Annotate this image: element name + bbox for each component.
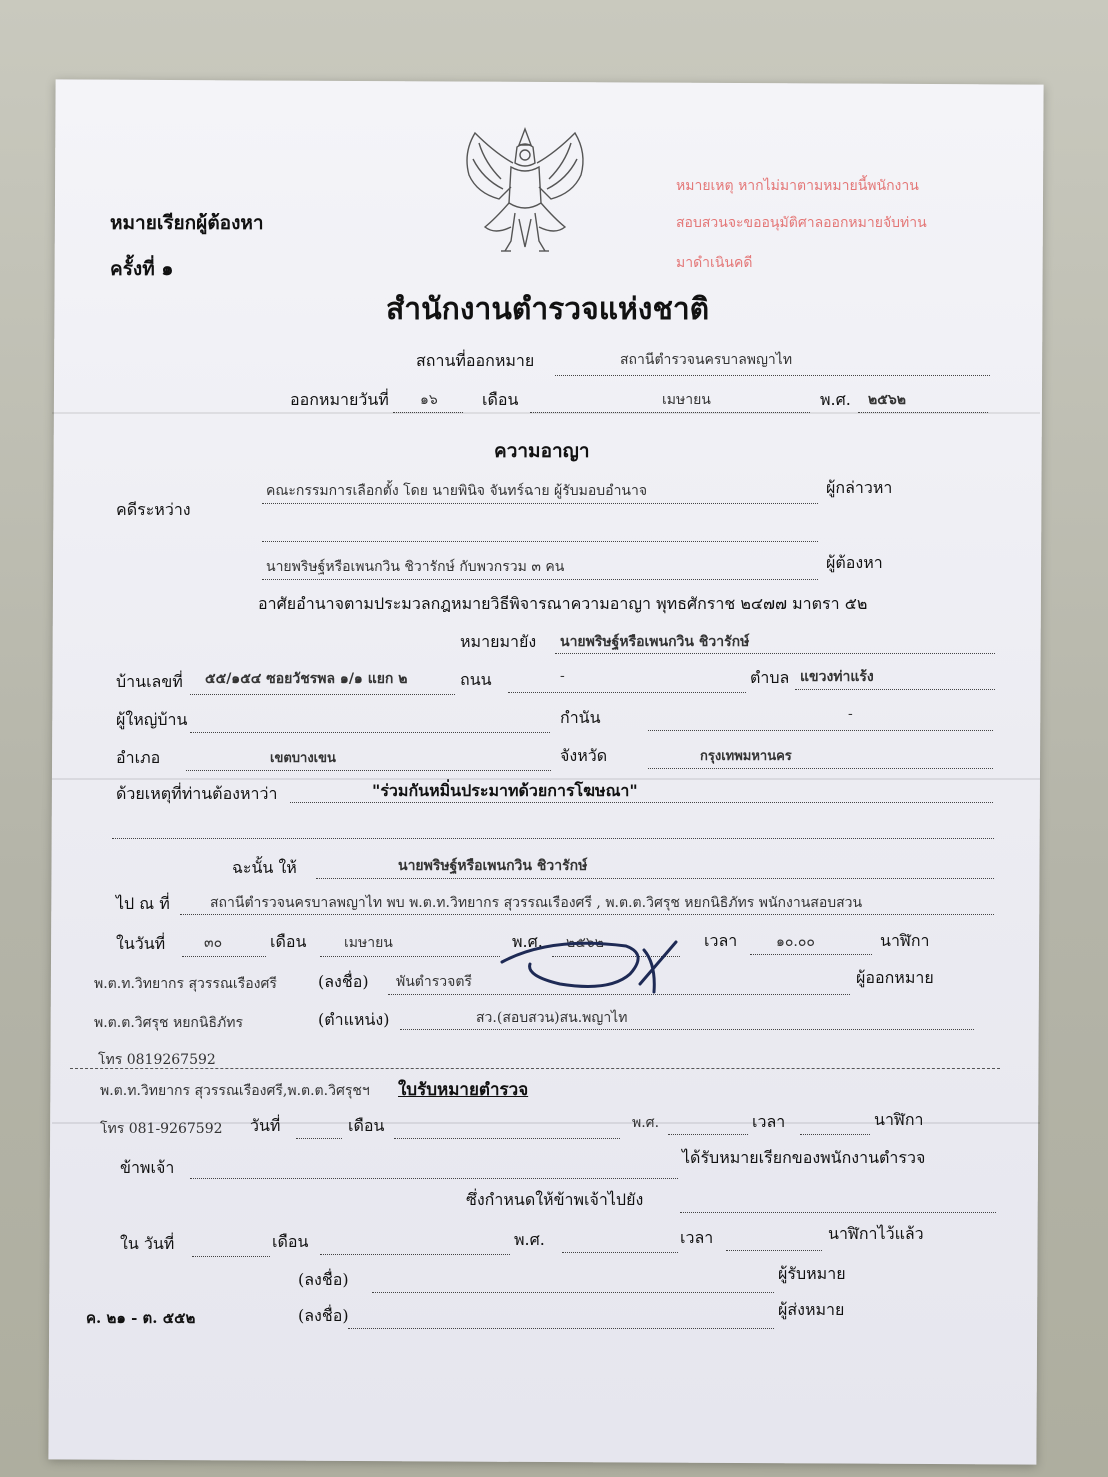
sender-label: ผู้ส่งหมาย: [778, 1300, 845, 1319]
appointment-time-unit: นาฬิกา: [880, 931, 930, 950]
district-label: อำเภอ: [116, 748, 161, 767]
underline: [296, 1138, 342, 1139]
house-label: บ้านเลขที่: [116, 672, 183, 691]
receiver-label: ผู้รับหมาย: [778, 1264, 846, 1283]
issue-day: ๑๖: [420, 392, 438, 408]
receipt-day-label: วันที่: [250, 1116, 281, 1135]
charge-label: ด้วยเหตุที่ท่านต้องหาว่า: [116, 784, 278, 803]
plaintiff-role: ผู้กล่าวหา: [826, 478, 893, 497]
receipt-phone: โทร 081-9267592: [100, 1121, 223, 1137]
underline: [316, 878, 994, 879]
receipt-title: ใบรับหมายตำรวจ: [398, 1080, 529, 1100]
underline: [320, 956, 500, 957]
underline: [555, 375, 990, 376]
receipt-year-label: พ.ศ.: [632, 1115, 660, 1131]
underline: [262, 541, 818, 542]
sender-sign-label: (ลงชื่อ): [298, 1306, 349, 1325]
officer-name: พ.ต.ท.วิทยากร สุวรรณเรืองศรี: [94, 976, 277, 992]
plaintiff-value: คณะกรรมการเลือกตั้ง โดย นายพินิจ จันทร์ฉาย ผู้รับมอบอำนาจ: [266, 483, 648, 499]
appointment-time-label: เวลา: [704, 931, 738, 950]
agency-title: สำนักงานตำรวจแห่งชาติ: [386, 292, 710, 327]
underline: [182, 956, 266, 957]
issuer-label: ผู้ออกหมาย: [856, 968, 934, 987]
receipt-month-label2: เดือน: [272, 1232, 309, 1251]
signature: [490, 940, 720, 1000]
underline: [858, 412, 988, 413]
position-label: (ตำแหน่ง): [318, 1010, 390, 1029]
underline: [192, 1256, 270, 1257]
received-text: ได้รับหมายเรียกของพนักงานตำรวจ: [682, 1148, 926, 1167]
appointment-year-label: พ.ศ.: [512, 932, 543, 951]
time-unit-done: นาฬิกาไว้แล้ว: [828, 1224, 924, 1243]
village-head-label: ผู้ใหญ่บ้าน: [116, 710, 188, 729]
underline: [190, 1178, 678, 1179]
receipt-time-label: เวลา: [752, 1112, 786, 1131]
charge-value: "ร่วมกันหมิ่นประมาทด้วยการโฆษณา": [372, 781, 638, 800]
underline: [562, 1252, 678, 1253]
warning-note: หมายเหตุ หากไม่มาตามหมายนี้พนักงาน: [676, 178, 919, 194]
underline: [648, 730, 993, 731]
underline: [394, 1138, 620, 1139]
underline: [530, 412, 810, 413]
authority-text: อาศัยอำนาจตามประมวลกฎหมายวิธีพิจารณาความอาญา พุทธศักราช ๒๔๗๗ มาตรา ๕๒: [258, 594, 868, 613]
issue-month: เมษายน: [662, 392, 711, 408]
sign-label: (ลงชื่อ): [318, 972, 369, 991]
issue-place-label: สถานที่ออกหมาย: [416, 351, 535, 370]
appointment-month: เมษายน: [344, 935, 393, 951]
therefore-label: ฉะนั้น ให้: [232, 858, 297, 877]
garuda-emblem-icon: [455, 123, 595, 263]
appointment-date-label: ในวันที่: [116, 934, 166, 953]
issue-place-value: สถานีตำรวจนครบาลพญาไท: [620, 352, 793, 368]
appointment-person: นายพริษฐ์หรือเพนกวิน ชิวารักษ์: [398, 858, 588, 874]
signatory-rank: พันตำรวจตรี: [396, 974, 472, 990]
underline: [112, 838, 994, 839]
form-code: ค. ๒๑ - ต. ๕๕๒: [86, 1309, 196, 1327]
underline: [186, 770, 551, 771]
road-value: -: [560, 668, 565, 684]
underline: [800, 1134, 870, 1135]
underline: [393, 412, 463, 413]
warning-note: มาดำเนินคดี: [676, 255, 753, 271]
receipt-year-label2: พ.ศ.: [514, 1230, 545, 1249]
issue-year: ๒๕๖๒: [868, 392, 906, 408]
underline: [290, 802, 993, 803]
to-label: หมายมายัง: [460, 632, 537, 651]
goto-label: ไป ณ ที่: [116, 894, 170, 913]
subdistrict-value: แขวงท่าแร้ง: [800, 669, 874, 685]
issue-date-label: ออกหมายวันที่: [290, 390, 389, 409]
kamnan-value: -: [848, 706, 853, 722]
appointment-year: ๒๕๖๒: [566, 935, 604, 951]
underline: [750, 954, 872, 955]
underline: [726, 1250, 822, 1251]
receipt-time-label2: เวลา: [680, 1228, 714, 1247]
underline: [262, 579, 818, 580]
cut-line: [70, 1068, 1000, 1069]
issue-year-label: พ.ศ.: [820, 390, 851, 409]
round-number: ครั้งที่ ๑: [110, 258, 174, 280]
receipt-officers: พ.ต.ท.วิทยากร สุวรรณเรืองศรี,พ.ต.ต.วิศรุชฯ: [100, 1083, 370, 1099]
underline: [180, 914, 994, 915]
goto-value: สถานีตำรวจนครบาลพญาไท พบ พ.ต.ท.วิทยากร สุวรรณเรืองศรี , พ.ต.ต.วิศรุช หยกนิธิภัทร พนักงานสอบสวน: [210, 895, 863, 911]
appointment-month-label: เดือน: [270, 932, 307, 951]
receiver-sign-label: (ลงชื่อ): [298, 1270, 349, 1289]
underline: [555, 653, 995, 654]
province-label: จังหวัด: [560, 746, 608, 765]
receipt-time-unit: นาฬิกา: [874, 1110, 924, 1129]
summons-title: หมายเรียกผู้ต้องหา: [110, 212, 264, 234]
between-label: คดีระหว่าง: [116, 500, 191, 519]
case-type: ความอาญา: [494, 440, 590, 462]
province-value: กรุงเทพมหานคร: [700, 749, 792, 764]
appointment-time: ๑๐.๐๐: [776, 934, 815, 950]
to-value: นายพริษฐ์หรือเพนกวิน ชิวารักษ์: [560, 634, 750, 650]
on-day-label: ใน วันที่: [120, 1234, 175, 1253]
house-value: ๕๕/๑๕๔ ซอยวัชรพล ๑/๑ แยก ๒: [205, 671, 408, 687]
underline: [190, 732, 550, 733]
underline: [262, 503, 818, 504]
kamnan-label: กำนัน: [560, 708, 601, 727]
underline: [320, 1254, 510, 1255]
underline: [668, 1134, 748, 1135]
underline: [372, 1292, 774, 1293]
appointment-day: ๓๐: [204, 935, 223, 951]
district-value: เขตบางเขน: [270, 751, 336, 766]
road-label: ถนน: [460, 670, 492, 689]
underline: [648, 768, 993, 769]
position-value: สว.(สอบสวน)สน.พญาไท: [476, 1010, 628, 1026]
issue-month-label: เดือน: [482, 390, 519, 409]
officer-name: พ.ต.ต.วิศรุช หยกนิธิภัทร: [94, 1015, 243, 1031]
phone: โทร 0819267592: [98, 1052, 216, 1068]
defendant-value: นายพริษฐ์หรือเพนกวิน ชิวารักษ์ กับพวกรวม ๓ คน: [266, 559, 565, 575]
scheduled-text: ซึ่งกำหนดให้ข้าพเจ้าไปยัง: [466, 1190, 644, 1209]
i-label: ข้าพเจ้า: [120, 1158, 175, 1177]
warning-note: สอบสวนจะขออนุมัติศาลออกหมายจับท่าน: [676, 215, 927, 231]
underline: [795, 689, 995, 690]
underline: [508, 692, 746, 693]
underline: [400, 1029, 974, 1030]
subdistrict-label: ตำบล: [750, 668, 790, 687]
underline: [348, 1328, 774, 1329]
underline: [680, 1212, 996, 1213]
receipt-month-label: เดือน: [348, 1116, 385, 1135]
underline: [190, 694, 455, 695]
defendant-role: ผู้ต้องหา: [826, 553, 883, 572]
